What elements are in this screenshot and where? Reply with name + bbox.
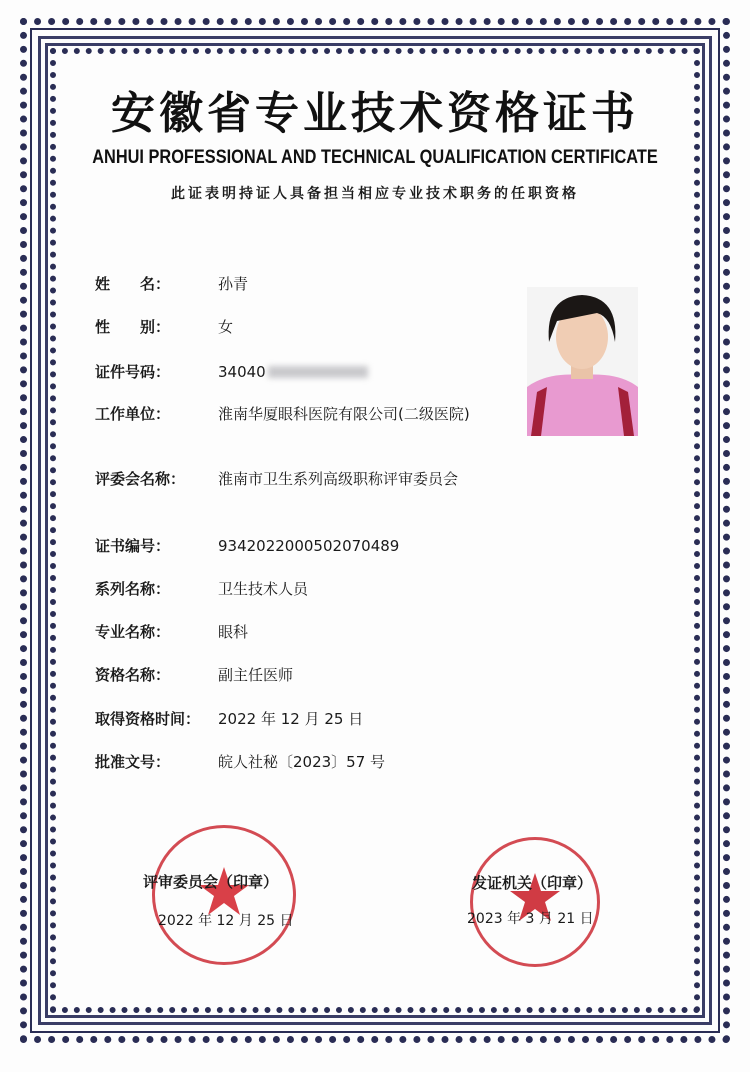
field-name [95,274,248,294]
certificate-title-english: ANHUI PROFESSIONAL AND TECHNICAL QUALIFICATION CERTIFICATE [92,147,658,168]
field-label: 取得资格时间： [95,710,201,728]
field-qualification [95,665,293,685]
field-value: 皖人社秘〔2023〕57 号 [218,753,386,771]
field-specialty [95,622,248,642]
holder-photo [527,287,638,436]
field-id-number [95,362,368,382]
field-label: 评委会名称： [95,470,186,488]
field-value: 34040 [218,363,266,381]
certificate-tagline: 此证表明持证人具备担当相应专业技术职务的任职资格 [171,186,579,202]
field-value: 眼科 [218,623,249,641]
field-value: 淮南华厦眼科医院有限公司(二级医院) [218,405,470,423]
field-label: 批准文号： [95,753,171,771]
field-value: 9342022000502070489 [218,537,400,555]
field-employer [95,404,470,424]
field-label: 系列名称： [95,580,171,598]
field-value: 2022 年 12 月 25 日 [218,710,364,728]
field-value: 副主任医师 [218,666,294,684]
field-label: 资格名称： [95,666,171,684]
committee-seal [152,825,296,965]
issuing-authority-seal-date: 2023 年 3 月 21 日 [467,911,594,927]
committee-seal-date: 2022 年 12 月 25 日 [158,913,294,929]
issuing-authority-seal-caption: 发证机关（印章） [472,874,593,892]
field-label: 性 别： [95,318,171,336]
field-certificate-number [95,536,399,556]
field-gender [95,317,233,337]
field-label: 姓 名： [95,275,171,293]
field-value: 卫生技术人员 [218,580,309,598]
field-label: 证书编号： [95,537,171,555]
field-committee [95,469,458,489]
field-value: 淮南市卫生系列高级职称评审委员会 [218,470,459,488]
field-value: 女 [218,318,234,336]
field-label: 证件号码： [95,363,171,381]
committee-seal-caption: 评审委员会（印章） [143,873,279,891]
field-label: 工作单位： [95,405,171,423]
certificate-title: 安徽省专业技术资格证书 [111,88,639,139]
field-approval-number [95,752,385,772]
redacted-blur [268,366,368,378]
field-series [95,579,308,599]
field-date-obtained [95,709,363,729]
issuing-authority-seal [470,837,600,967]
field-value: 孙青 [218,275,249,293]
field-label: 专业名称： [95,623,171,641]
